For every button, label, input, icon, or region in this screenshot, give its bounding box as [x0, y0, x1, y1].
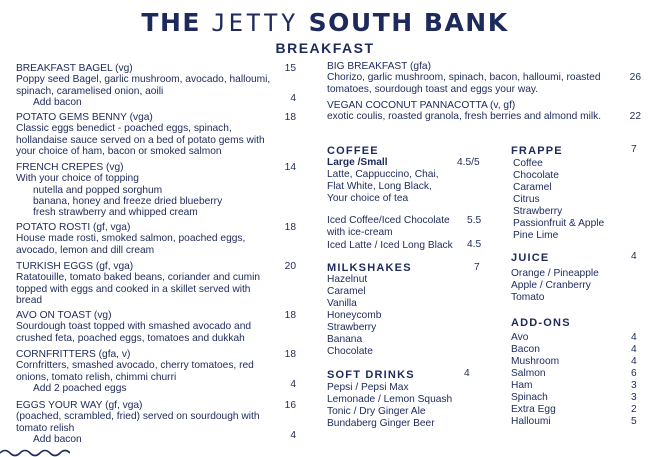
iced-latte-label: Iced Latte / Iced Long Black [327, 240, 453, 251]
coffee-option: Latte, Cappuccino, Chai, [327, 169, 439, 180]
frappe-flavour: Chocolate [513, 170, 559, 181]
item-description: House made rosti, smoked salmon, poached eggs, avocado, lemon and dill cream [16, 233, 246, 256]
coffee-size-price: 4.5/5 [457, 157, 480, 168]
item-description: Sourdough toast topped with smashed avocado and crushed feta, poached eggs, tomatoes and dukkah [16, 321, 252, 344]
menu-item-breakfast-bagel [16, 63, 281, 108]
iced-coffee-price: 5.5 [467, 215, 482, 226]
iced-coffee-label-2: with ice-cream [327, 227, 393, 238]
addon-price: 6 [631, 368, 637, 379]
juice-flavour: Apple / Cranberry [511, 280, 591, 291]
menu-item-potato-gems-benny [16, 112, 286, 157]
item-description: Cornfritters, smashed avocado, cherry tomatoes, red onions, tomato relish, chimmi churri [16, 360, 254, 383]
addon-name: Bacon [511, 344, 540, 355]
addon-name: Extra Egg [511, 404, 556, 415]
item-price: 18 [284, 349, 296, 360]
item-price: 22 [629, 111, 641, 122]
milkshakes-heading: MILKSHAKES [327, 262, 412, 274]
juice-flavour: Tomato [511, 292, 545, 303]
addon-name: Mushroom [511, 356, 560, 367]
item-description: (poached, scrambled, fried) served on sourdough with tomato relish [16, 411, 260, 434]
item-name: POTATO GEMS BENNY (vga) [16, 112, 153, 123]
milkshake-flavour: Banana [327, 334, 363, 345]
soft-drink: Tonic / Dry Ginger Ale [327, 406, 426, 417]
addons-heading: ADD-ONS [511, 317, 571, 329]
addon-name: Spinach [511, 392, 548, 403]
juice-price: 4 [631, 251, 637, 262]
frappe-flavour: Caramel [513, 182, 552, 193]
addon-price: 4 [631, 356, 637, 367]
menu-item-eggs-your-way [16, 400, 288, 445]
frappe-heading: FRAPPE [511, 145, 563, 157]
item-price: 18 [284, 310, 296, 321]
soft-drinks-price: 4 [464, 368, 470, 379]
juice-heading: JUICE [511, 252, 550, 264]
item-description: With your choice of topping [16, 173, 139, 185]
title-south-bank: SOUTH BANK [308, 8, 509, 37]
soft-drink: Lemonade / Lemon Squash [327, 394, 453, 405]
item-description: Ratatouille, tomato baked beans, coriander and cumin topped with eggs and cooked in a skillet served with bread [16, 272, 261, 306]
item-price: 14 [284, 162, 296, 173]
frappe-flavour: Citrus [513, 194, 540, 205]
milkshake-flavour: Caramel [327, 286, 366, 297]
item-name: CORNFRITTERS (gfa, v) [16, 349, 131, 360]
item-name: TURKISH EGGS (gf, vga) [16, 261, 134, 272]
item-extra: Add bacon [33, 433, 82, 445]
milkshake-flavour: Strawberry [327, 322, 377, 333]
item-extra: Add 2 poached eggs [33, 382, 127, 394]
menu-item-avo-on-toast [16, 310, 286, 344]
menu-subtitle: BREAKFAST [275, 40, 375, 56]
item-name: VEGAN COCONUT PANNACOTTA (v, gf) [327, 100, 516, 111]
item-price: 15 [284, 63, 296, 74]
frappe-flavour: Strawberry [513, 206, 563, 217]
milkshake-flavour: Vanilla [327, 298, 357, 309]
coffee-heading: COFFEE [327, 145, 379, 157]
addon-price: 2 [631, 404, 637, 415]
item-description: Classic eggs benedict - poached eggs, spinach, hollandaise sauce served on a bed of potato gems with your choice of ham, bacon or smoked salmon [16, 123, 265, 157]
topping-option: banana, honey and freeze dried blueberry [33, 195, 223, 207]
item-price: 16 [284, 400, 296, 411]
addon-name: Halloumi [511, 416, 551, 427]
menu-item-french-crepes [16, 162, 286, 218]
addon-price: 4 [631, 344, 637, 355]
item-name: AVO ON TOAST (vg) [16, 310, 112, 321]
addon-price: 3 [631, 392, 637, 403]
menu-item-cornfritters [16, 349, 286, 394]
soft-drink: Bundaberg Ginger Beer [327, 418, 435, 429]
frappe-flavour: Pine Lime [513, 230, 559, 241]
milkshake-flavour: Honeycomb [327, 310, 382, 321]
item-price: 20 [284, 261, 296, 272]
menu-item-potato-rosti [16, 222, 286, 256]
topping-option: fresh strawberry and whipped cream [33, 207, 198, 219]
extra-price: 4 [290, 430, 296, 441]
frappe-flavour: Passionfruit & Apple [513, 218, 605, 229]
soft-drink: Pepsi / Pepsi Max [327, 382, 409, 393]
milkshakes-price: 7 [474, 262, 480, 273]
menu-item-big-breakfast [327, 61, 607, 95]
iced-coffee-label: Iced Coffee/Iced Chocolate [327, 215, 450, 226]
menu-item-turkish-eggs [16, 261, 276, 306]
iced-latte-price: 4.5 [467, 239, 482, 250]
wave-decoration-icon [0, 447, 70, 457]
juice-flavour: Orange / Pineapple [511, 268, 599, 279]
addon-name: Salmon [511, 368, 546, 379]
item-description: Chorizo, garlic mushroom, spinach, bacon, halloumi, roasted tomatoes, sourdough toast and eggs your way. [327, 72, 601, 95]
coffee-option: Your choice of tea [327, 193, 409, 204]
menu-item-vegan-pannacotta [327, 100, 607, 123]
item-price: 26 [629, 72, 641, 83]
frappe-flavour: Coffee [513, 158, 543, 169]
coffee-option: Flat White, Long Black, [327, 181, 432, 192]
addon-name: Avo [511, 332, 529, 343]
soft-drinks-heading: SOFT DRINKS [327, 369, 415, 381]
restaurant-title [0, 8, 650, 37]
addon-price: 3 [631, 380, 637, 391]
milkshake-flavour: Chocolate [327, 346, 373, 357]
item-name: FRENCH CREPES (vg) [16, 162, 124, 173]
extra-price: 4 [290, 379, 296, 390]
milkshake-flavour: Hazelnut [327, 274, 368, 285]
coffee-size-label: Large /Small [327, 157, 388, 168]
addon-price: 5 [631, 416, 637, 427]
item-description: exotic coulis, roasted granola, fresh berries and almond milk. [327, 111, 602, 123]
item-extra: Add bacon [33, 96, 82, 108]
addon-name: Ham [511, 380, 533, 391]
item-name: EGGS YOUR WAY (gf, vga) [16, 400, 143, 411]
item-price: 18 [284, 112, 296, 123]
item-description: Poppy seed Bagel, garlic mushroom, avocado, halloumi, spinach, caramelised onion, aoili [16, 74, 271, 97]
item-name: POTATO ROSTI (gf, vga) [16, 222, 131, 233]
topping-option: nutella and popped sorghum [33, 184, 163, 196]
item-name: BIG BREAKFAST (gfa) [327, 61, 431, 72]
frappe-price: 7 [631, 144, 637, 155]
title-the: THE [141, 8, 201, 37]
item-price: 18 [284, 222, 296, 233]
extra-price: 4 [290, 93, 296, 104]
item-name: BREAKFAST BAGEL (vg) [16, 63, 133, 74]
addon-price: 4 [631, 332, 637, 343]
title-jetty: JETTY [211, 9, 299, 37]
